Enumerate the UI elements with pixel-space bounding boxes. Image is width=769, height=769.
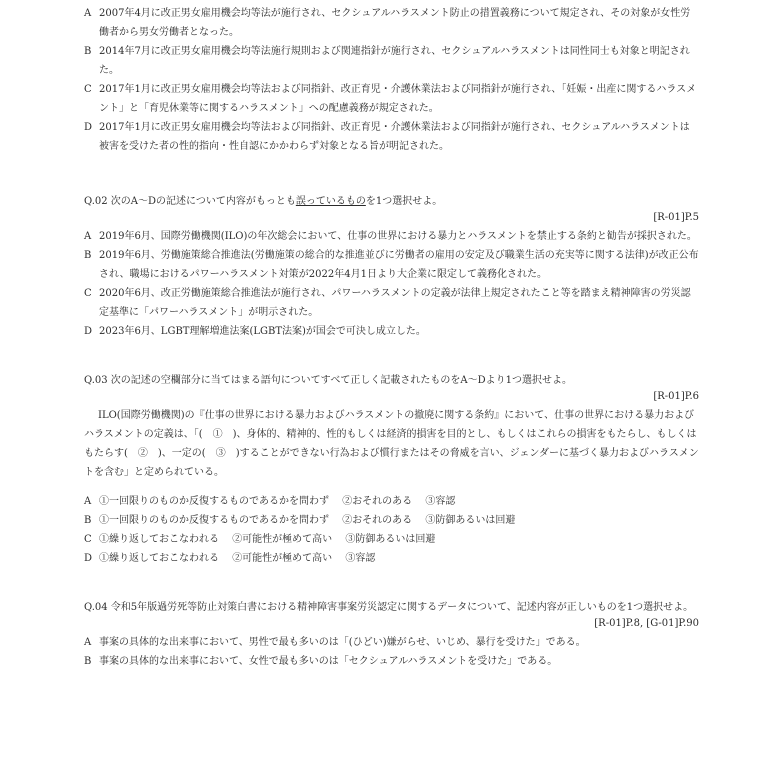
q04-title-text: 令和5年版過労死等防止対策白書における精神障害事案労災認定に関するデータについて、記述内容が正しいものを1つ選択せよ。 — [110, 602, 694, 613]
q03-answer-b — [84, 511, 699, 530]
q02-option-b — [84, 246, 699, 284]
option-text: 2019年6月、労働施策総合推進法(労働施策の総合的な推進並びに労働者の雇用の安定及び職業生活の充実等に関する法律)が改正公布され、職場におけるパワーハラスメント対策が2022年4月1日より大企業に限定して義務化された。 — [99, 250, 699, 280]
option-text: 2017年1月に改正男女雇用機会均等法および同指針、改正育児・介護休業法および同指針が施行され、「妊娠・出産に関するハラスメント」と「育児休業等に関するハラスメント」への配慮義務が規定された。 — [99, 84, 697, 114]
answer-choice-3: ③防御あるいは回避 — [345, 534, 436, 545]
q04-number: Q.04 — [84, 602, 108, 613]
q04-reference: [R-01]P.8, [G-01]P.90 — [594, 618, 699, 629]
q03-answer-c — [84, 530, 699, 549]
answer-choice-3: ③容認 — [425, 496, 456, 507]
answer-choice-2: ②おそれのある — [342, 496, 413, 507]
q01-option-a — [84, 4, 699, 42]
option-letter: A — [84, 8, 92, 19]
option-letter: B — [84, 515, 92, 526]
q04-option-b — [84, 652, 699, 671]
option-letter: B — [84, 656, 92, 667]
option-letter: C — [84, 288, 92, 299]
answer-choice-2: ②可能性が極めて高い — [232, 553, 333, 564]
answer-choice-2: ②おそれのある — [342, 515, 413, 526]
answer-choice-1: ①一回限りのものか反復するものであるかを問わず — [99, 496, 329, 507]
answer-choice-1: ①一回限りのものか反復するものであるかを問わず — [99, 515, 329, 526]
option-text: 2007年4月に改正男女雇用機会均等法が施行され、セクシュアルハラスメント防止の措置義務について規定され、その対象が女性労働者から男女労働者となった。 — [99, 8, 691, 38]
option-text: 2014年7月に改正男女雇用機会均等法施行規則および関連指針が施行され、セクシュアルハラスメントは同性同士も対象と明記された。 — [99, 46, 690, 76]
option-letter: D — [84, 326, 93, 337]
option-letter: C — [84, 534, 92, 545]
q02-number: Q.02 — [84, 196, 108, 207]
question-03 — [84, 371, 699, 568]
answer-choice-3: ③防御あるいは回避 — [425, 515, 516, 526]
answer-choice-1: ①繰り返しておこなわれる — [99, 553, 219, 564]
option-text: 事案の具体的な出来事において、男性で最も多いのは「(ひどい)嫌がらせ、いじめ、暴行を受けた」である。 — [99, 637, 586, 648]
answer-choice-3: ③容認 — [345, 553, 376, 564]
option-letter: A — [84, 637, 92, 648]
option-letter: C — [84, 84, 92, 95]
q02-reference: [R-01]P.5 — [653, 212, 699, 223]
q03-number: Q.03 — [84, 375, 108, 386]
question-01-options — [84, 4, 699, 156]
q02-title-underlined: 誤っているもの — [295, 196, 366, 207]
option-letter: A — [84, 231, 92, 242]
q01-option-b — [84, 42, 699, 80]
q02-title-post: を1つ選択せよ。 — [365, 196, 443, 207]
q01-option-c — [84, 80, 699, 118]
question-02 — [84, 192, 699, 341]
option-letter: D — [84, 553, 93, 564]
option-text: 事案の具体的な出来事において、女性で最も多いのは「セクシュアルハラスメントを受けた」である。 — [99, 656, 558, 667]
option-letter: B — [84, 46, 92, 57]
answer-choice-1: ①繰り返しておこなわれる — [99, 534, 219, 545]
q03-paragraph: ILO(国際労働機関)の『仕事の世界における暴力およびハラスメントの撤廃に関する条約』において、仕事の世界における暴力およびハラスメントの定義は、「( ① )、身体的、精神的、性的もしくは経済的損害を目的とし、もしくはこれらの損害をもたらし、もしくはもたらす( ② )、一定の( ③ )することができない行為および慣行またはその脅威を言い、ジェンダーに基づく暴力およびハラスメントを含む」と定められている。 — [84, 410, 699, 478]
option-text: 2020年6月、改正労働施策総合推進法が施行され、パワーハラスメントの定義が法律上規定されたこと等を踏まえ精神障害の労災認定基準に「パワーハラスメント」が明示された。 — [99, 288, 691, 318]
option-letter: D — [84, 122, 93, 133]
q03-answer-d — [84, 549, 699, 568]
question-04 — [84, 598, 699, 671]
q03-answer-a — [84, 492, 699, 511]
q02-option-d — [84, 322, 699, 341]
q02-title-pre: 次のA～Dの記述について内容がもっとも — [110, 196, 296, 207]
option-letter: B — [84, 250, 92, 261]
option-text: 2017年1月に改正男女雇用機会均等法および同指針、改正育児・介護休業法および同指針が施行され、セクシュアルハラスメントは被害を受けた者の性的指向・性自認にかかわらず対象となる旨が明記された。 — [99, 122, 690, 152]
option-letter: A — [84, 496, 92, 507]
q02-option-c — [84, 284, 699, 322]
q03-title-text: 次の記述の空欄部分に当てはまる語句についてすべて正しく記載されたものをA～Dより1つ選択せよ。 — [110, 375, 572, 386]
q04-option-a — [84, 633, 699, 652]
option-text: 2023年6月、LGBT理解増進法案(LGBT法案)が国会で可決し成立した。 — [99, 326, 426, 337]
option-text: 2019年6月、国際労働機関(ILO)の年次総会において、仕事の世界における暴力とハラスメントを禁止する条約と勧告が採択された。 — [99, 231, 697, 242]
answer-choice-2: ②可能性が極めて高い — [232, 534, 333, 545]
q02-option-a — [84, 227, 699, 246]
q03-reference: [R-01]P.6 — [653, 391, 699, 402]
q01-option-d — [84, 118, 699, 156]
